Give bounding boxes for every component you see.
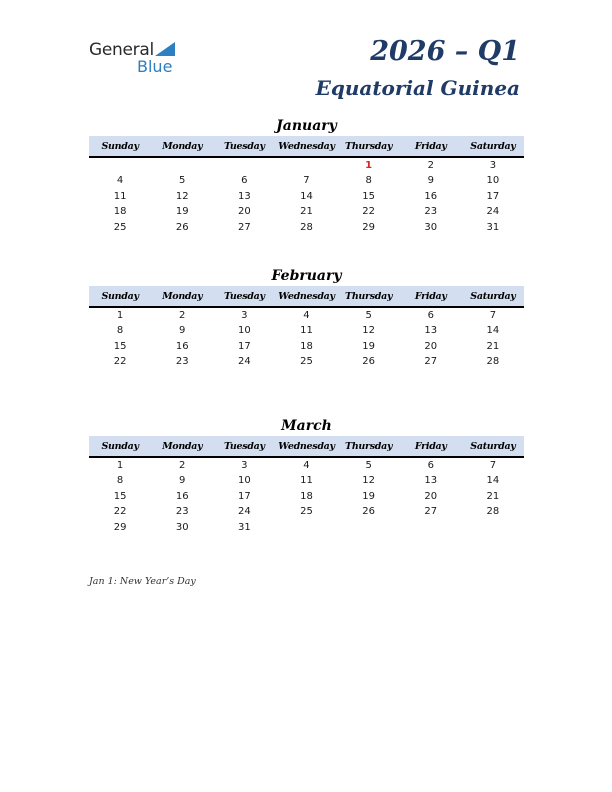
day-cell: 6 <box>427 460 434 471</box>
day-cell: 14 <box>486 475 500 487</box>
day-cell: 28 <box>300 221 313 233</box>
logo-flag-icon <box>155 42 175 56</box>
weekday-friday: Friday <box>414 141 447 152</box>
day-cell: 19 <box>175 206 189 218</box>
day-cell: 12 <box>362 475 375 487</box>
empty-day-cell <box>151 158 213 173</box>
day-cell: 23 <box>424 206 438 218</box>
day-cell: 14 <box>486 325 500 337</box>
weekday-thursday: Thursday <box>345 141 393 152</box>
day-cell: 5 <box>365 310 372 321</box>
week-row <box>89 323 524 338</box>
day-cell: 4 <box>303 460 310 471</box>
week-row <box>89 189 524 204</box>
month-name: January <box>276 118 337 134</box>
day-cell: 12 <box>175 190 189 202</box>
day-cell: 27 <box>424 506 438 518</box>
weekday-monday: Monday <box>162 441 203 452</box>
day-cell: 5 <box>179 175 186 187</box>
day-cell: 13 <box>424 325 438 337</box>
day-cell: 29 <box>362 221 375 233</box>
day-cell: 21 <box>486 340 500 352</box>
empty-day-cell <box>89 158 151 173</box>
day-cell: 12 <box>362 325 375 337</box>
logo-blue-text: Blue <box>137 57 173 76</box>
day-cell: 9 <box>179 325 186 337</box>
day-cell: 3 <box>241 310 248 321</box>
day-cell: 14 <box>300 190 313 202</box>
day-cell: 18 <box>300 490 313 502</box>
day-cell: 20 <box>237 206 251 218</box>
day-cell: 17 <box>486 190 500 202</box>
weekday-saturday: Saturday <box>470 141 516 152</box>
day-cell: 25 <box>113 221 127 233</box>
month-name: March <box>281 418 332 434</box>
logo-general-text: General <box>89 40 154 60</box>
day-cell: 8 <box>365 175 372 187</box>
day-cell: 1 <box>116 310 124 321</box>
weekday-sunday: Sunday <box>101 291 139 302</box>
weekday-wednesday: Wednesday <box>278 441 335 452</box>
day-cell: 1 <box>365 160 373 171</box>
weekday-tuesday: Tuesday <box>223 441 265 452</box>
day-cell: 24 <box>237 506 251 518</box>
day-cell: 28 <box>486 506 500 518</box>
day-cell: 21 <box>486 490 500 502</box>
day-cell: 27 <box>237 221 251 233</box>
week-row <box>89 354 524 369</box>
day-cell: 30 <box>175 521 189 533</box>
day-cell: 11 <box>300 475 313 487</box>
day-cell: 24 <box>486 206 500 218</box>
month-name: February <box>271 268 342 284</box>
day-cell: 7 <box>303 175 310 187</box>
day-cell: 28 <box>486 356 500 368</box>
day-cell: 16 <box>175 490 189 502</box>
day-cell: 16 <box>175 340 189 352</box>
weekday-header-row <box>89 436 524 458</box>
day-cell: 15 <box>113 490 127 502</box>
holiday-note: Jan 1: New Year’s Day <box>89 576 196 587</box>
weekday-wednesday: Wednesday <box>278 291 335 302</box>
weekday-sunday: Sunday <box>101 441 139 452</box>
day-cell: 23 <box>175 356 189 368</box>
weekday-thursday: Thursday <box>345 291 393 302</box>
empty-day-cell <box>213 158 275 173</box>
day-cell: 16 <box>424 190 438 202</box>
day-cell: 20 <box>424 490 438 502</box>
week-row <box>89 339 524 354</box>
weekday-monday: Monday <box>162 141 203 152</box>
day-cell: 13 <box>237 190 251 202</box>
day-cell: 21 <box>300 206 313 218</box>
day-cell: 13 <box>424 475 438 487</box>
day-cell: 2 <box>427 160 434 171</box>
day-cell: 6 <box>241 175 248 187</box>
day-cell: 8 <box>116 325 124 337</box>
day-cell: 22 <box>113 356 127 368</box>
weekday-header-row <box>89 136 524 158</box>
day-cell: 27 <box>424 356 438 368</box>
day-cell: 3 <box>241 460 248 471</box>
day-cell: 25 <box>300 356 313 368</box>
empty-day-cell <box>400 520 462 535</box>
day-cell: 17 <box>237 340 251 352</box>
generalblue-logo <box>89 40 189 80</box>
day-cell: 11 <box>300 325 313 337</box>
weekday-saturday: Saturday <box>470 441 516 452</box>
week-row <box>89 158 524 173</box>
day-cell: 9 <box>427 175 434 187</box>
weekday-wednesday: Wednesday <box>278 141 335 152</box>
day-cell: 25 <box>300 506 313 518</box>
day-cell: 4 <box>116 175 124 187</box>
day-cell: 1 <box>116 460 124 471</box>
week-row <box>89 308 524 323</box>
week-row <box>89 489 524 504</box>
day-cell: 2 <box>179 310 186 321</box>
month-march <box>89 416 524 535</box>
day-cell: 26 <box>362 506 375 518</box>
week-row <box>89 520 524 535</box>
weekday-saturday: Saturday <box>470 291 516 302</box>
day-cell: 18 <box>113 206 127 218</box>
day-cell: 10 <box>486 175 500 187</box>
weekday-tuesday: Tuesday <box>223 141 265 152</box>
page-title: 2026 – Q1 <box>370 36 520 67</box>
week-row <box>89 504 524 519</box>
day-cell: 24 <box>237 356 251 368</box>
empty-day-cell <box>338 520 400 535</box>
week-row <box>89 204 524 219</box>
day-cell: 20 <box>424 340 438 352</box>
weekday-friday: Friday <box>414 291 447 302</box>
month-february <box>89 266 524 370</box>
week-row <box>89 473 524 488</box>
day-cell: 7 <box>489 310 497 321</box>
weekday-tuesday: Tuesday <box>223 291 265 302</box>
weekday-sunday: Sunday <box>101 141 139 152</box>
day-cell: 2 <box>179 460 186 471</box>
day-cell: 15 <box>113 340 127 352</box>
day-cell: 8 <box>116 475 124 487</box>
day-cell: 9 <box>179 475 186 487</box>
day-cell: 19 <box>362 490 375 502</box>
day-cell: 26 <box>362 356 375 368</box>
day-cell: 4 <box>303 310 310 321</box>
day-cell: 29 <box>113 521 127 533</box>
day-cell: 23 <box>175 506 189 518</box>
day-cell: 11 <box>113 190 127 202</box>
day-cell: 15 <box>362 190 375 202</box>
day-cell: 5 <box>365 460 372 471</box>
day-cell: 26 <box>175 221 189 233</box>
day-cell: 3 <box>489 160 497 171</box>
weekday-friday: Friday <box>414 441 447 452</box>
day-cell: 22 <box>113 506 127 518</box>
day-cell: 7 <box>489 460 497 471</box>
month-january <box>89 116 524 235</box>
day-cell: 10 <box>237 475 251 487</box>
day-cell: 18 <box>300 340 313 352</box>
empty-day-cell <box>462 520 524 535</box>
weekday-thursday: Thursday <box>345 441 393 452</box>
week-row <box>89 458 524 473</box>
empty-day-cell <box>275 520 337 535</box>
weekday-header-row <box>89 286 524 308</box>
day-cell: 30 <box>424 221 438 233</box>
day-cell: 6 <box>427 310 434 321</box>
day-cell: 22 <box>362 206 375 218</box>
day-cell: 17 <box>237 490 251 502</box>
empty-day-cell <box>275 158 337 173</box>
week-row <box>89 220 524 235</box>
day-cell: 10 <box>237 325 251 337</box>
week-row <box>89 173 524 188</box>
day-cell: 31 <box>237 521 251 533</box>
day-cell: 31 <box>486 221 500 233</box>
country-name: Equatorial Guinea <box>315 76 520 100</box>
weekday-monday: Monday <box>162 291 203 302</box>
day-cell: 19 <box>362 340 375 352</box>
